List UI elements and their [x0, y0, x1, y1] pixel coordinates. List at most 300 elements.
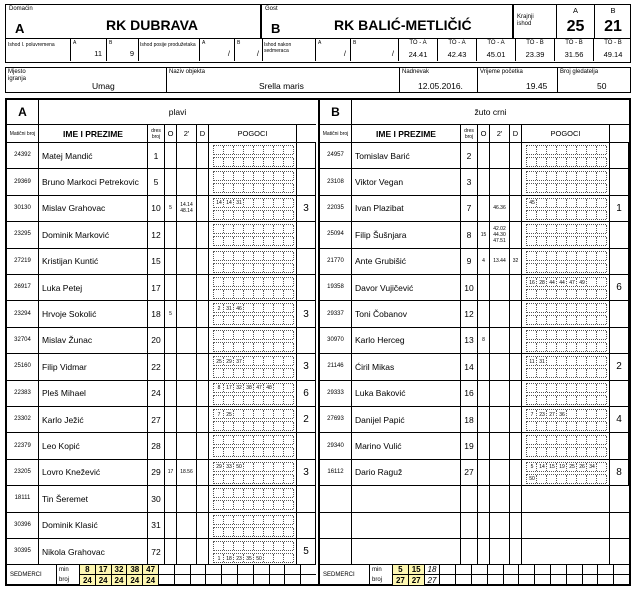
- player-jersey: 28: [148, 433, 165, 459]
- player-suspension: [490, 169, 510, 195]
- player-jersey: 5: [148, 169, 165, 195]
- player-jersey: 3: [461, 169, 478, 195]
- goal-minute: 8: [217, 385, 221, 392]
- goal-grid: [213, 303, 293, 313]
- goal-grid: [213, 330, 293, 340]
- player-disqualify: [510, 328, 522, 354]
- player-warning: [478, 407, 490, 433]
- player-name: Tomislav Barić: [352, 143, 461, 169]
- goal-minute: 49: [579, 279, 585, 286]
- goal-grid: [213, 210, 293, 220]
- player-suspension: [177, 143, 197, 169]
- player-goals-cell: [522, 169, 610, 195]
- player-goals-cell: [522, 143, 610, 169]
- goal-minute: 14: [539, 464, 545, 471]
- goal-grid: [526, 409, 606, 419]
- player-reg-number: 23302: [7, 407, 39, 433]
- player-suspension: [177, 381, 197, 407]
- player-suspension: [490, 143, 510, 169]
- player-suspension: [177, 539, 197, 565]
- player-disqualify: [197, 301, 209, 327]
- player-goals-cell: [522, 433, 610, 459]
- player-reg-number: 23294: [7, 301, 39, 327]
- sevens-minute: 18: [424, 565, 440, 575]
- player-reg-number: 23108: [320, 169, 352, 195]
- player-disqualify: [510, 407, 522, 433]
- player-total-goals: [610, 222, 629, 248]
- player-reg-number: 22035: [320, 196, 352, 222]
- hall-value: Srella maris: [259, 81, 304, 91]
- player-name: Ante Grubišić: [352, 249, 461, 275]
- player-warning: [165, 249, 177, 275]
- home-side: A: [15, 21, 25, 36]
- player-reg-number: 19358: [320, 275, 352, 301]
- player-goals-cell: [209, 486, 297, 512]
- goal-grid: [213, 315, 293, 325]
- player-name: Matej Mandić: [39, 143, 148, 169]
- player-disqualify: 32: [510, 249, 522, 275]
- sevens-jersey: 27: [408, 575, 424, 585]
- timeout-label: TO - A: [409, 40, 427, 46]
- player-total-goals: [610, 143, 629, 169]
- player-reg-number: 23205: [7, 460, 39, 486]
- goal-grid: [213, 368, 293, 378]
- player-reg-number: 30395: [7, 539, 39, 565]
- header-guest-box: [261, 4, 513, 39]
- halftime-col-a: A: [73, 40, 77, 46]
- header-goals: POGOCI: [522, 125, 610, 143]
- header-num: dres broj: [148, 125, 165, 143]
- timeout-value: 31.56: [564, 50, 584, 59]
- player-goals-cell: [522, 301, 610, 327]
- goal-minute: 36: [559, 411, 565, 418]
- goal-minute: 18: [226, 555, 232, 562]
- sevens-label: SEDMERCI: [320, 565, 370, 585]
- player-disqualify: [510, 433, 522, 459]
- sevens-minute: [550, 565, 566, 575]
- player-total-goals: 3: [297, 196, 316, 222]
- header-o: O: [478, 125, 490, 143]
- goal-minute: 38: [246, 385, 252, 392]
- player-goals-cell: [209, 539, 297, 565]
- player-name: Dominik Klasić: [39, 513, 148, 539]
- players-table: [5, 98, 631, 586]
- player-goals-cell: [522, 249, 610, 275]
- player-suspension: [177, 460, 197, 486]
- player-reg-number: 21770: [320, 249, 352, 275]
- player-jersey: 17: [148, 275, 165, 301]
- suspension-time: 14.14: [180, 202, 193, 209]
- goal-grid: [526, 315, 606, 325]
- player-goals-cell: [209, 196, 297, 222]
- player-suspension: [177, 354, 197, 380]
- results-row: [5, 39, 631, 63]
- sevens-minute: [439, 565, 455, 575]
- goal-grid: [213, 515, 293, 525]
- player-goals-cell: [522, 328, 610, 354]
- header-two: 2': [490, 125, 510, 143]
- player-name: Danijel Papić: [352, 407, 461, 433]
- player-disqualify: [510, 301, 522, 327]
- player-suspension: [490, 222, 510, 248]
- team_a-color: plavi: [168, 107, 187, 117]
- player-total-goals: [297, 222, 316, 248]
- player-name: Kristijan Kuntić: [39, 249, 148, 275]
- player-jersey: 7: [461, 196, 478, 222]
- player-reg-number: 27693: [320, 407, 352, 433]
- player-goals-cell: [522, 407, 610, 433]
- player-name: Bruno Markoci Petrekovic: [39, 169, 148, 195]
- player-total-goals: [297, 513, 316, 539]
- sevens-minute: [205, 565, 221, 575]
- final-a-label: A: [572, 5, 578, 15]
- player-total-goals: [610, 381, 629, 407]
- sevens-minute: [284, 565, 300, 575]
- player-warning: [478, 460, 490, 486]
- player-warning: 17: [165, 460, 177, 486]
- player-suspension: [490, 275, 510, 301]
- player-warning: [165, 539, 177, 565]
- timeout-value: 49.14: [603, 50, 623, 59]
- sevens-minute: [613, 565, 629, 575]
- halftime-label: Ishod I. poluvremena: [8, 42, 55, 48]
- goal-grid: [213, 435, 293, 445]
- sevens-minute: [174, 565, 190, 575]
- sevens-num-label: broj: [372, 576, 383, 583]
- player-name: Mislav Grahovac: [39, 196, 148, 222]
- goal-grid: [526, 263, 606, 273]
- sevens-minute: [566, 565, 582, 575]
- goal-grid: [526, 171, 606, 181]
- sevens-jersey: 24: [126, 575, 142, 585]
- player-goals-cell: [209, 381, 297, 407]
- goal-grid: [526, 210, 606, 220]
- player-total-goals: [297, 275, 316, 301]
- goal-minute: 23: [539, 411, 545, 418]
- team_b-side-letter: B: [320, 100, 352, 124]
- player-warning: [165, 275, 177, 301]
- player-jersey: 29: [148, 460, 165, 486]
- goal-grid: [213, 462, 293, 472]
- goal-minute: 50: [236, 464, 242, 471]
- goal-minute: 14: [226, 200, 232, 207]
- goal-grid: [213, 198, 293, 208]
- player-jersey: 31: [148, 513, 165, 539]
- goal-minute: 7: [217, 411, 221, 418]
- player-name: Davor Vujičević: [352, 275, 461, 301]
- player-jersey: 16: [461, 381, 478, 407]
- player-suspension: [490, 354, 510, 380]
- sevens-minute: [221, 565, 237, 575]
- player-suspension: [177, 301, 197, 327]
- player-reg-number: 27219: [7, 249, 39, 275]
- player-total-goals: 3: [297, 460, 316, 486]
- goal-minute: 29: [216, 464, 222, 471]
- player-suspension: [490, 196, 510, 222]
- player-reg-number: 25094: [320, 222, 352, 248]
- goal-minute: 23: [236, 555, 242, 562]
- timeout-label: TO - A: [487, 40, 505, 46]
- goal-grid: [213, 383, 293, 393]
- goal-grid: [213, 263, 293, 273]
- sevens-minute: 8: [79, 565, 95, 575]
- goal-grid: [213, 447, 293, 457]
- goal-grid: [213, 289, 293, 299]
- goal-grid: [526, 183, 606, 193]
- player-disqualify: [197, 222, 209, 248]
- goal-grid: [213, 183, 293, 193]
- player-warning: [478, 196, 490, 222]
- goal-minute: 31: [539, 358, 545, 365]
- sevens-minute: [597, 565, 613, 575]
- goal-minute: 27: [549, 411, 555, 418]
- player-suspension: [490, 249, 510, 275]
- player-disqualify: [197, 196, 209, 222]
- player-disqualify: [197, 539, 209, 565]
- sevens-num-label: broj: [59, 576, 70, 583]
- sevens-min-label: min: [59, 566, 69, 573]
- player-suspension: [177, 513, 197, 539]
- player-name: Luka Petej: [39, 275, 148, 301]
- player-reg-number: 16112: [320, 460, 352, 486]
- timeout-label: TO - B: [526, 40, 544, 46]
- sevens-label: SEDMERCI: [7, 565, 57, 585]
- sevens-minute: [518, 565, 534, 575]
- player-goals-cell: [522, 275, 610, 301]
- player-reg-number: 29333: [320, 381, 352, 407]
- player-total-goals: [610, 433, 629, 459]
- player-disqualify: [197, 381, 209, 407]
- player-disqualify: [197, 354, 209, 380]
- goal-grid: [213, 236, 293, 246]
- place-value: Umag: [92, 81, 115, 91]
- penalties-a: /: [343, 49, 346, 58]
- time-value: 19.45: [526, 81, 548, 91]
- player-goals-cell: [209, 143, 297, 169]
- player-name: Hrvoje Sokolić: [39, 301, 148, 327]
- timeout-value: 24.41: [408, 50, 428, 59]
- player-warning: [165, 169, 177, 195]
- sevens-jersey: 24: [142, 575, 158, 585]
- player-warning: [165, 381, 177, 407]
- player-warning: [165, 143, 177, 169]
- player-disqualify: [510, 169, 522, 195]
- player-jersey: 14: [461, 354, 478, 380]
- goal-grid: [526, 277, 606, 287]
- sevens-minute: 5: [392, 565, 408, 575]
- player-goals-cell: [209, 513, 297, 539]
- player-goals-cell: [209, 328, 297, 354]
- player-jersey: 15: [148, 249, 165, 275]
- goal-grid: [213, 474, 293, 484]
- goal-minute: 19: [559, 464, 565, 471]
- home-team-name: RK DUBRAVA: [106, 17, 199, 33]
- player-warning: 8: [478, 328, 490, 354]
- goal-grid: [213, 145, 293, 155]
- suspension-time: 47.51: [493, 237, 506, 244]
- player-reg-number: 26917: [7, 275, 39, 301]
- player-jersey: 27: [461, 460, 478, 486]
- player-warning: [478, 143, 490, 169]
- spectators-label: Broj gledatelja: [560, 69, 599, 75]
- suspension-time: 18.56: [180, 469, 193, 476]
- player-name: Karlo Ježić: [39, 407, 148, 433]
- goal-minute: 17: [226, 385, 232, 392]
- player-name: Nikola Grahovac: [39, 539, 148, 565]
- player-suspension: [490, 301, 510, 327]
- sevens-minute: [503, 565, 519, 575]
- player-disqualify: [197, 275, 209, 301]
- timeout-label: TO - A: [448, 40, 466, 46]
- player-reg-number: 29369: [7, 169, 39, 195]
- player-disqualify: [510, 222, 522, 248]
- goal-grid: [213, 527, 293, 537]
- player-goals-cell: [209, 407, 297, 433]
- player-name: Leo Kopić: [39, 433, 148, 459]
- player-jersey: 2: [461, 143, 478, 169]
- overtime-col-b: B: [237, 40, 241, 46]
- player-reg-number: 21146: [320, 354, 352, 380]
- goal-grid: [213, 553, 293, 563]
- header-reg: Matični broj: [320, 125, 352, 143]
- player-name: Mislav Žunac: [39, 328, 148, 354]
- goal-minute: 47: [569, 279, 575, 286]
- player-jersey: 20: [148, 328, 165, 354]
- player-goals-cell: [522, 354, 610, 380]
- goal-grid: [526, 474, 606, 484]
- sevens-jersey: [613, 575, 629, 585]
- player-jersey: 18: [461, 407, 478, 433]
- goal-minute: 29: [226, 358, 232, 365]
- player-total-goals: 8: [610, 460, 629, 486]
- goal-grid: [213, 277, 293, 287]
- player-goals-cell: [209, 169, 297, 195]
- sevens-minute: [269, 565, 285, 575]
- player-total-goals: 2: [610, 354, 629, 380]
- player-warning: [478, 433, 490, 459]
- player-total-goals: [297, 249, 316, 275]
- player-jersey: 9: [461, 249, 478, 275]
- goal-grid: [213, 251, 293, 261]
- sevens-jersey: [190, 575, 206, 585]
- player-jersey: 30: [148, 486, 165, 512]
- player-warning: 5: [165, 196, 177, 222]
- player-name: Dario Raguž: [352, 460, 461, 486]
- goal-minute: 50: [529, 476, 535, 483]
- goal-grid: [526, 289, 606, 299]
- sevens-jersey: [300, 575, 316, 585]
- player-goals-cell: [209, 354, 297, 380]
- player-name: Filip Vidmar: [39, 354, 148, 380]
- place-label: Mjesto igranja: [8, 69, 27, 82]
- player-name: Tin Šeremet: [39, 486, 148, 512]
- time-label: Vrijeme početka: [480, 69, 523, 75]
- player-name: Ćiril Mikas: [352, 354, 461, 380]
- player-name: Karlo Herceg: [352, 328, 461, 354]
- goal-minute: 37: [236, 358, 242, 365]
- player-warning: [165, 513, 177, 539]
- goal-grid: [526, 303, 606, 313]
- goal-grid: [526, 383, 606, 393]
- player-goals-cell: [522, 460, 610, 486]
- goal-grid: [526, 421, 606, 431]
- player-goals-cell: [209, 460, 297, 486]
- goal-grid: [526, 157, 606, 167]
- header-d: D: [197, 125, 209, 143]
- player-reg-number: 22383: [7, 381, 39, 407]
- goal-grid: [526, 462, 606, 472]
- guest-label: Gost: [265, 6, 278, 12]
- player-disqualify: [197, 407, 209, 433]
- player-total-goals: 1: [610, 196, 629, 222]
- overtime-col-a: A: [202, 40, 206, 46]
- player-goals-cell: [209, 275, 297, 301]
- player-disqualify: [197, 513, 209, 539]
- player-disqualify: [510, 196, 522, 222]
- player-reg-number: 30396: [7, 513, 39, 539]
- sevens-jersey: [455, 575, 471, 585]
- sevens-jersey: 27: [392, 575, 408, 585]
- sevens-jersey: [284, 575, 300, 585]
- player-reg-number: 18111: [7, 486, 39, 512]
- sevens-jersey: [158, 575, 174, 585]
- player-suspension: [177, 433, 197, 459]
- goal-grid: [526, 356, 606, 366]
- goal-minute: 31: [236, 200, 242, 207]
- final-score-b: 21: [604, 17, 622, 35]
- penalties-col-a: A: [318, 40, 322, 46]
- goal-minute: 1: [217, 555, 221, 562]
- goal-minute: 2: [217, 305, 221, 312]
- goal-grid: [526, 224, 606, 234]
- timeout-label: TO - B: [565, 40, 583, 46]
- player-name: Marino Vulić: [352, 433, 461, 459]
- player-disqualify: [510, 143, 522, 169]
- player-suspension: [177, 249, 197, 275]
- final-result-box: [513, 4, 631, 39]
- player-suspension: [177, 169, 197, 195]
- player-total-goals: [297, 169, 316, 195]
- player-suspension: [177, 196, 197, 222]
- goal-grid: [213, 409, 293, 419]
- goal-minute: 48: [266, 385, 272, 392]
- goal-grid: [526, 330, 606, 340]
- suspension-time: 13.44: [493, 258, 506, 265]
- timeout-value: 42.43: [447, 50, 467, 59]
- player-name: Toni Čobanov: [352, 301, 461, 327]
- sevens-jersey: 27: [424, 575, 440, 585]
- sevens-minute: 17: [95, 565, 111, 575]
- player-disqualify: [510, 275, 522, 301]
- suspension-time: 44.30: [493, 231, 506, 238]
- player-reg-number: 30130: [7, 196, 39, 222]
- goal-minute: 25: [226, 411, 232, 418]
- player-jersey: 24: [148, 381, 165, 407]
- player-total-goals: [610, 301, 629, 327]
- player-goals-cell: [209, 222, 297, 248]
- player-total-goals: 6: [297, 381, 316, 407]
- player-jersey: 13: [461, 328, 478, 354]
- player-suspension: [177, 275, 197, 301]
- header-d: D: [510, 125, 522, 143]
- sevens-jersey: [471, 575, 487, 585]
- goal-grid: [213, 421, 293, 431]
- player-total-goals: [297, 486, 316, 512]
- goal-minute: 44: [559, 279, 565, 286]
- sevens-jersey: 24: [95, 575, 111, 585]
- player-jersey: 8: [461, 222, 478, 248]
- player-total-goals: 3: [297, 354, 316, 380]
